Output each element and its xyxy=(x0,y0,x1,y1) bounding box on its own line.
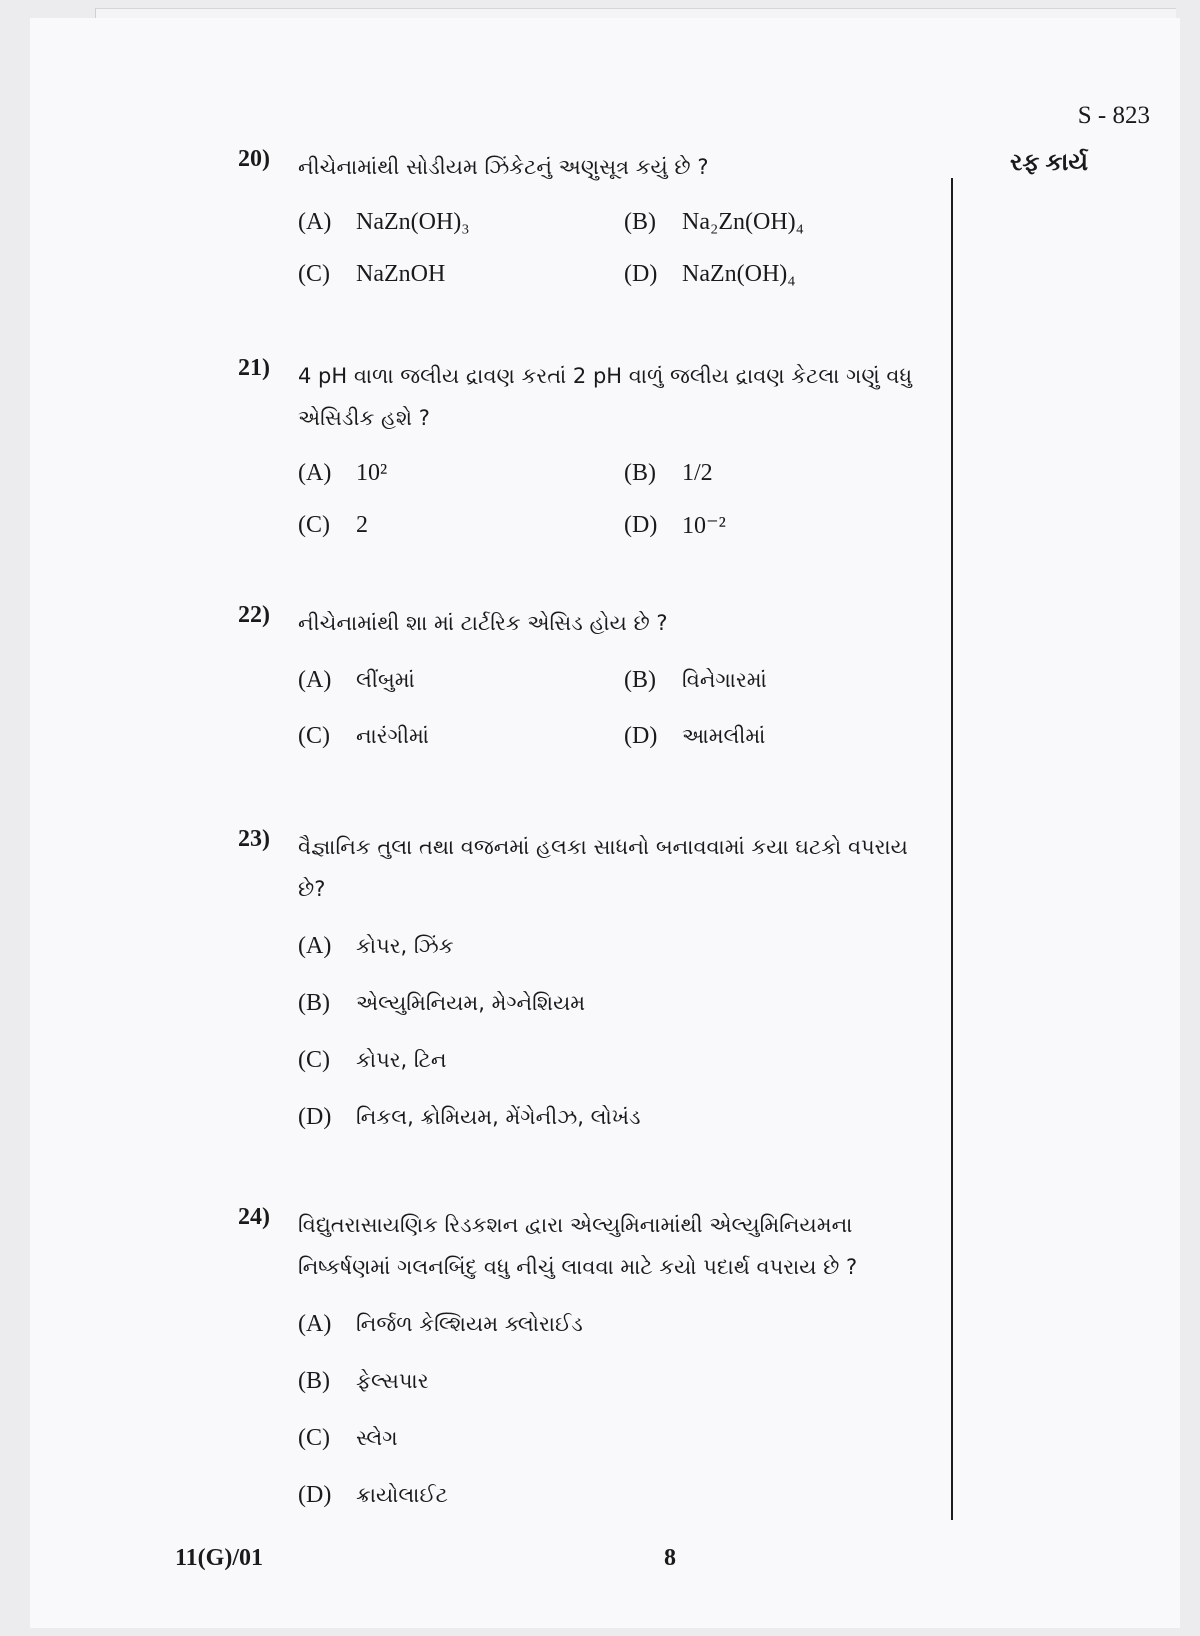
option-d: (D) NaZn(OH)₄ xyxy=(624,260,796,287)
options xyxy=(298,652,950,764)
rough-work-label: રફ કાર્ય xyxy=(1010,150,1089,176)
option-c: (C) કોપર, ટિન xyxy=(298,1047,447,1073)
margin-divider xyxy=(951,178,953,1520)
question-text-line-2: એસિડીક હશે ? xyxy=(298,406,430,430)
option-b: (B) એલ્યુમિનિયમ, મેગ્નેશિયમ xyxy=(298,990,586,1016)
option-d: (D) ક્રાયોલાઈટ xyxy=(298,1482,448,1508)
question-text: નીચેનામાંથી સોડીયમ ઝિંકેટનું અણુસૂત્ર કયું છે ? xyxy=(298,155,709,179)
option-c: (C) નારંગીમાં xyxy=(298,722,429,749)
question-text-line-1: વૈજ્ઞાનિક તુલા તથા વજનમાં હલકા સાધનો બનાવવામાં કયા ઘટકો વપરાય xyxy=(298,835,908,859)
question-text-line-1: 4 pH વાળા જલીય દ્રાવણ કરતાં 2 pH વાળું જલીય દ્રાવણ કેટલા ગણું વધુ xyxy=(298,364,913,388)
option-d: (D) આમલીમાં xyxy=(624,722,766,749)
option-a: (A) લીંબુમાં xyxy=(298,666,415,693)
option-b: (B) વિનેગારમાં xyxy=(624,666,767,693)
question-text-line-1: વિદ્યુતરાસાયણિક રિડકશન દ્વારા એલ્યુમિનામાંથી એલ્યુમિનિયમના xyxy=(298,1213,853,1237)
option-c: (C) 2 xyxy=(298,511,368,538)
question-24 xyxy=(238,1204,950,1524)
option-d: (D) નિકલ, ક્રોમિયમ, મેંગેનીઝ, લોખંડ xyxy=(298,1104,641,1130)
option-b: (B) 1/2 xyxy=(624,459,713,486)
question-number: 20) xyxy=(238,146,270,172)
option-c: (C) સ્લેગ xyxy=(298,1425,398,1451)
paper-code-top: S - 823 xyxy=(1077,102,1150,129)
option-a: (A) નિર્જળ કેલ્શિયમ ક્લોરાઈડ xyxy=(298,1311,583,1337)
question-23 xyxy=(238,826,950,1146)
option-a: (A) NaZn(OH)₃ xyxy=(298,208,470,235)
question-number: 22) xyxy=(238,602,270,628)
options xyxy=(298,196,950,300)
page-number: 8 xyxy=(664,1545,676,1571)
option-a: (A) 10² xyxy=(298,459,388,486)
option-b: (B) Na₂Zn(OH)₄ xyxy=(624,208,805,235)
question-text-line-2: નિષ્કર્ષણમાં ગલનબિંદુ વધુ નીચું લાવવા માટે કયો પદાર્થ વપરાય છે ? xyxy=(298,1255,858,1279)
options xyxy=(298,918,950,1146)
question-20 xyxy=(238,146,950,300)
question-number: 21) xyxy=(238,355,270,381)
paper-code-footer: 11(G)/01 xyxy=(175,1545,263,1571)
option-a: (A) કોપર, ઝિંક xyxy=(298,933,454,959)
options xyxy=(298,447,950,551)
question-text: નીચેનામાંથી શા માં ટાર્ટરિક એસિડ હોય છે ? xyxy=(298,611,668,635)
question-number: 23) xyxy=(238,826,270,852)
question-text-line-2: છે? xyxy=(298,877,326,901)
option-c: (C) NaZnOH xyxy=(298,260,446,287)
options xyxy=(298,1296,950,1524)
question-22 xyxy=(238,602,950,764)
option-b: (B) ફેલ્સપાર xyxy=(298,1368,429,1394)
option-d: (D) 10⁻² xyxy=(624,511,726,539)
question-number: 24) xyxy=(238,1204,270,1230)
question-21 xyxy=(238,355,950,551)
